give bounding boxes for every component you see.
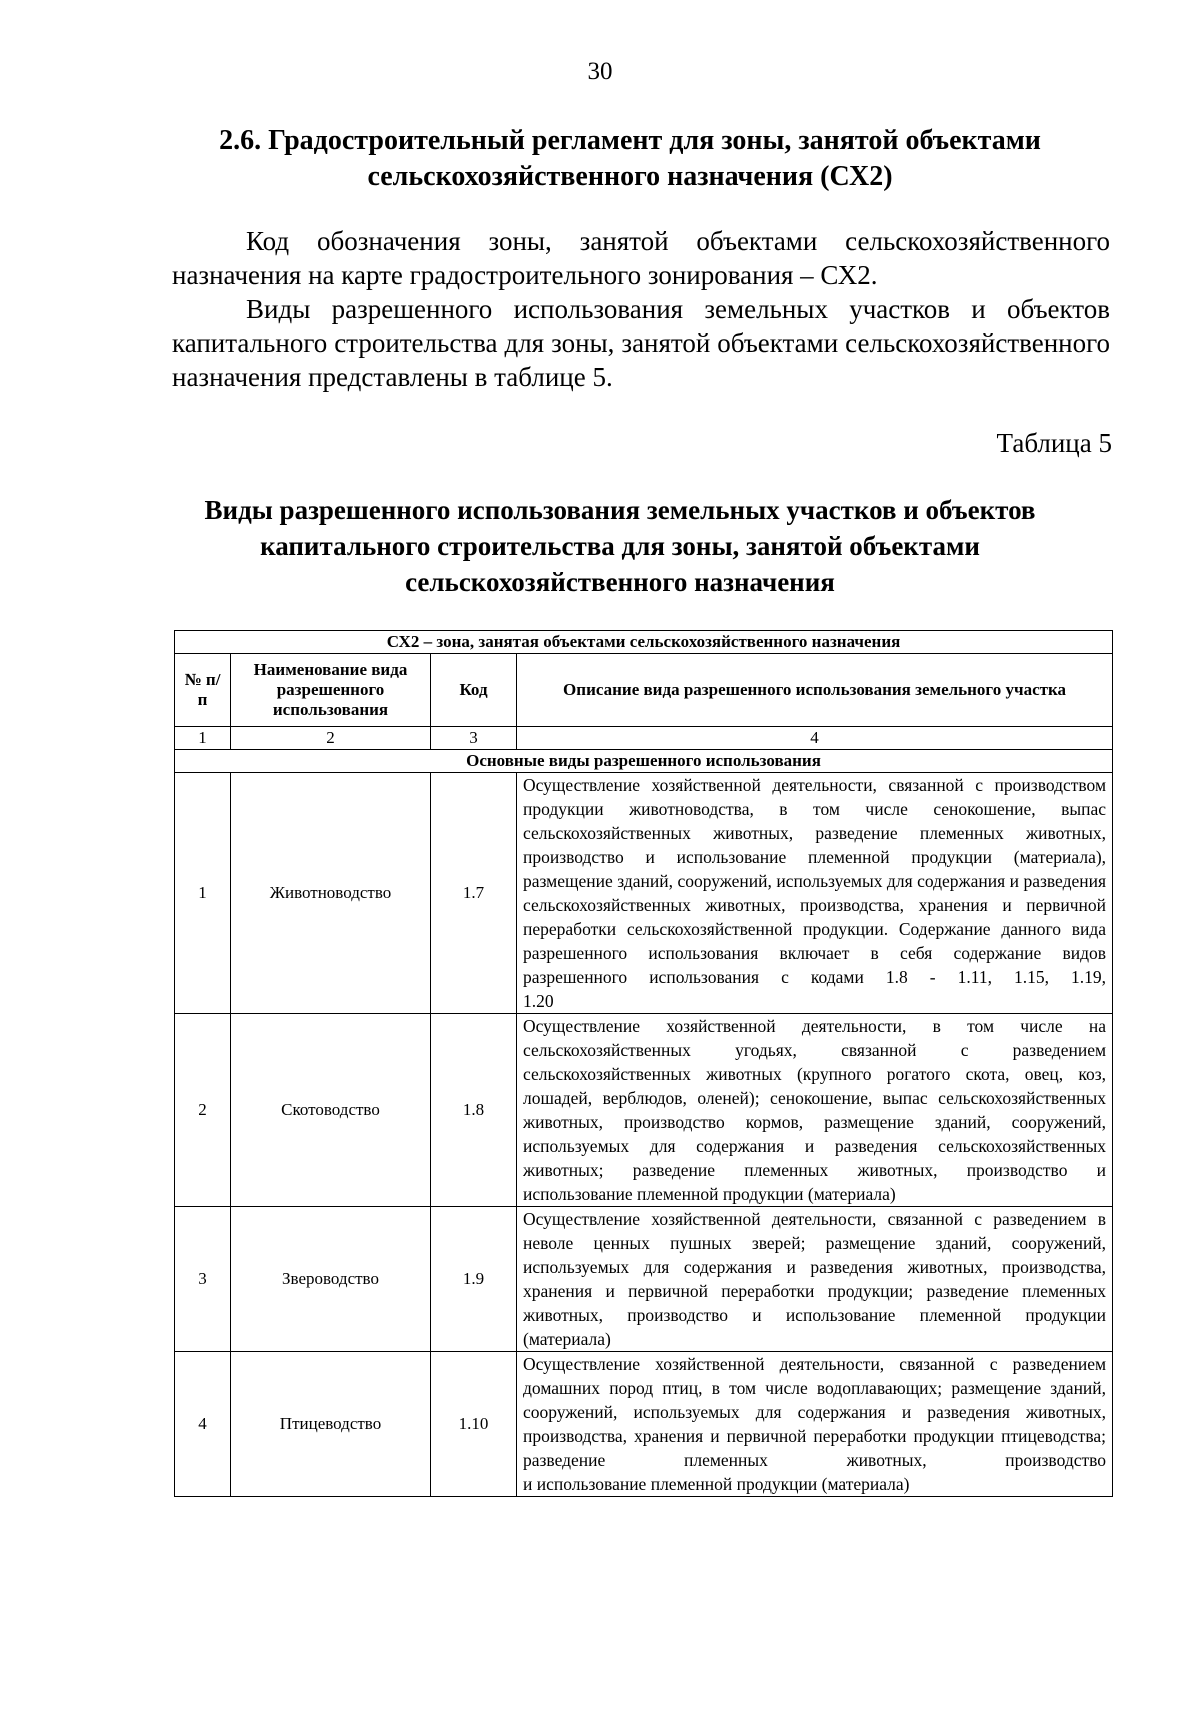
row-name: Животноводство	[231, 773, 431, 1014]
row-desc-last: и использование племенной продукции (материала)	[523, 1474, 910, 1494]
row-desc-text: Осуществление хозяйственной деятельности, связанной с производством продукции животноводства, в том числе сенокошение, выпас сельскохозяйственных животных, разведение племенных животных, производство и использование племенной продукции (материала), размещение зданий, сооружений, используемых для содержания и разведения сельскохозяйственных животных, производства, хранения и первичной переработки сельскохозяйственной продукции. Содержание данного вида разрешенного использования включает в себя содержание видов разрешенного использования с кодами 1.8 - 1.11, 1.15, 1.19,	[523, 775, 1107, 987]
row-desc	[517, 773, 1113, 1014]
column-number: 1	[175, 727, 231, 750]
table-group-row	[175, 750, 1113, 773]
row-desc	[517, 1207, 1113, 1352]
row-num: 3	[175, 1207, 231, 1352]
paragraph-zone-code	[172, 224, 1110, 292]
paragraph-text: Код обозначения зоны, занятой объектами сельскохозяйственного назначения на карте градостроительного зонирования – СХ2.	[172, 226, 1110, 290]
row-num: 2	[175, 1014, 231, 1207]
column-number-row	[175, 727, 1113, 750]
column-number: 4	[517, 727, 1113, 750]
table-caption: Таблица 5	[996, 428, 1112, 458]
row-desc-last: (материала)	[523, 1329, 611, 1349]
row-desc-last: 1.20	[523, 991, 554, 1011]
header-desc: Описание вида разрешенного использования земельного участка	[517, 654, 1113, 727]
row-desc	[517, 1014, 1113, 1207]
zone-title: СХ2 – зона, занятая объектами сельскохозяйственного назначения	[175, 631, 1113, 654]
header-name: Наименование вида разрешенного использования	[231, 654, 431, 727]
row-code: 1.9	[431, 1207, 517, 1352]
table-heading: Виды разрешенного использования земельных участков и объектов капитального строительства для зоны, занятой объектами сельскохозяйственного назначения	[204, 495, 1036, 597]
column-number: 3	[431, 727, 517, 750]
table-zone-row	[175, 631, 1113, 654]
row-code: 1.8	[431, 1014, 517, 1207]
row-desc	[517, 1352, 1113, 1497]
row-num: 1	[175, 773, 231, 1014]
table-row	[175, 1014, 1113, 1207]
page-number: 30	[587, 58, 613, 85]
row-desc-text: Осуществление хозяйственной деятельности, в том числе на сельскохозяйственных угодьях, связанной с разведением сельскохозяйственных животных (крупного рогатого скота, овец, коз, лошадей, верблюдов, оленей); сенокошение, выпас сельскохозяйственных животных, производство кормов, размещение зданий, сооружений, используемых для содержания и разведения сельскохозяйственных животных; разведение племенных животных, производство и	[523, 1016, 1107, 1180]
table-row	[175, 1207, 1113, 1352]
table-row	[175, 1352, 1113, 1497]
header-num: № п/п	[175, 654, 231, 727]
row-name: Птицеводство	[231, 1352, 431, 1497]
row-desc-last: использование племенной продукции (материала)	[523, 1184, 896, 1204]
row-name: Скотоводство	[231, 1014, 431, 1207]
table-header-row	[175, 654, 1113, 727]
permitted-uses-table	[174, 630, 1113, 1497]
row-desc-text: Осуществление хозяйственной деятельности, связанной с разведением домашних пород птиц, в том числе водоплавающих; размещение зданий, сооружений, используемых для содержания и разведения животных, производства, хранения и первичной переработки продукции птицеводства; разведение племенных животных, производство	[523, 1354, 1107, 1470]
group-title: Основные виды разрешенного использования	[175, 750, 1113, 773]
row-code: 1.7	[431, 773, 517, 1014]
row-desc-text: Осуществление хозяйственной деятельности, связанной с разведением в неволе ценных пушных зверей; размещение зданий, сооружений, используемых для содержания и разведения животных, производства, хранения и первичной переработки продукции; разведение племенных животных, производство и использование племенной продукции	[523, 1209, 1107, 1325]
paragraph-text: Виды разрешенного использования земельных участков и объектов капитального строительства для зоны, занятой объектами сельскохозяйственного назначения представлены в таблице 5.	[172, 294, 1110, 392]
column-number: 2	[231, 727, 431, 750]
paragraph-permitted-uses	[172, 292, 1110, 394]
row-code: 1.10	[431, 1352, 517, 1497]
row-name: Звероводство	[231, 1207, 431, 1352]
table-row	[175, 773, 1113, 1014]
section-title: 2.6. Градостроительный регламент для зоны, занятой объектами сельскохозяйственного назначения (СХ2)	[219, 125, 1041, 192]
row-num: 4	[175, 1352, 231, 1497]
header-code: Код	[431, 654, 517, 727]
